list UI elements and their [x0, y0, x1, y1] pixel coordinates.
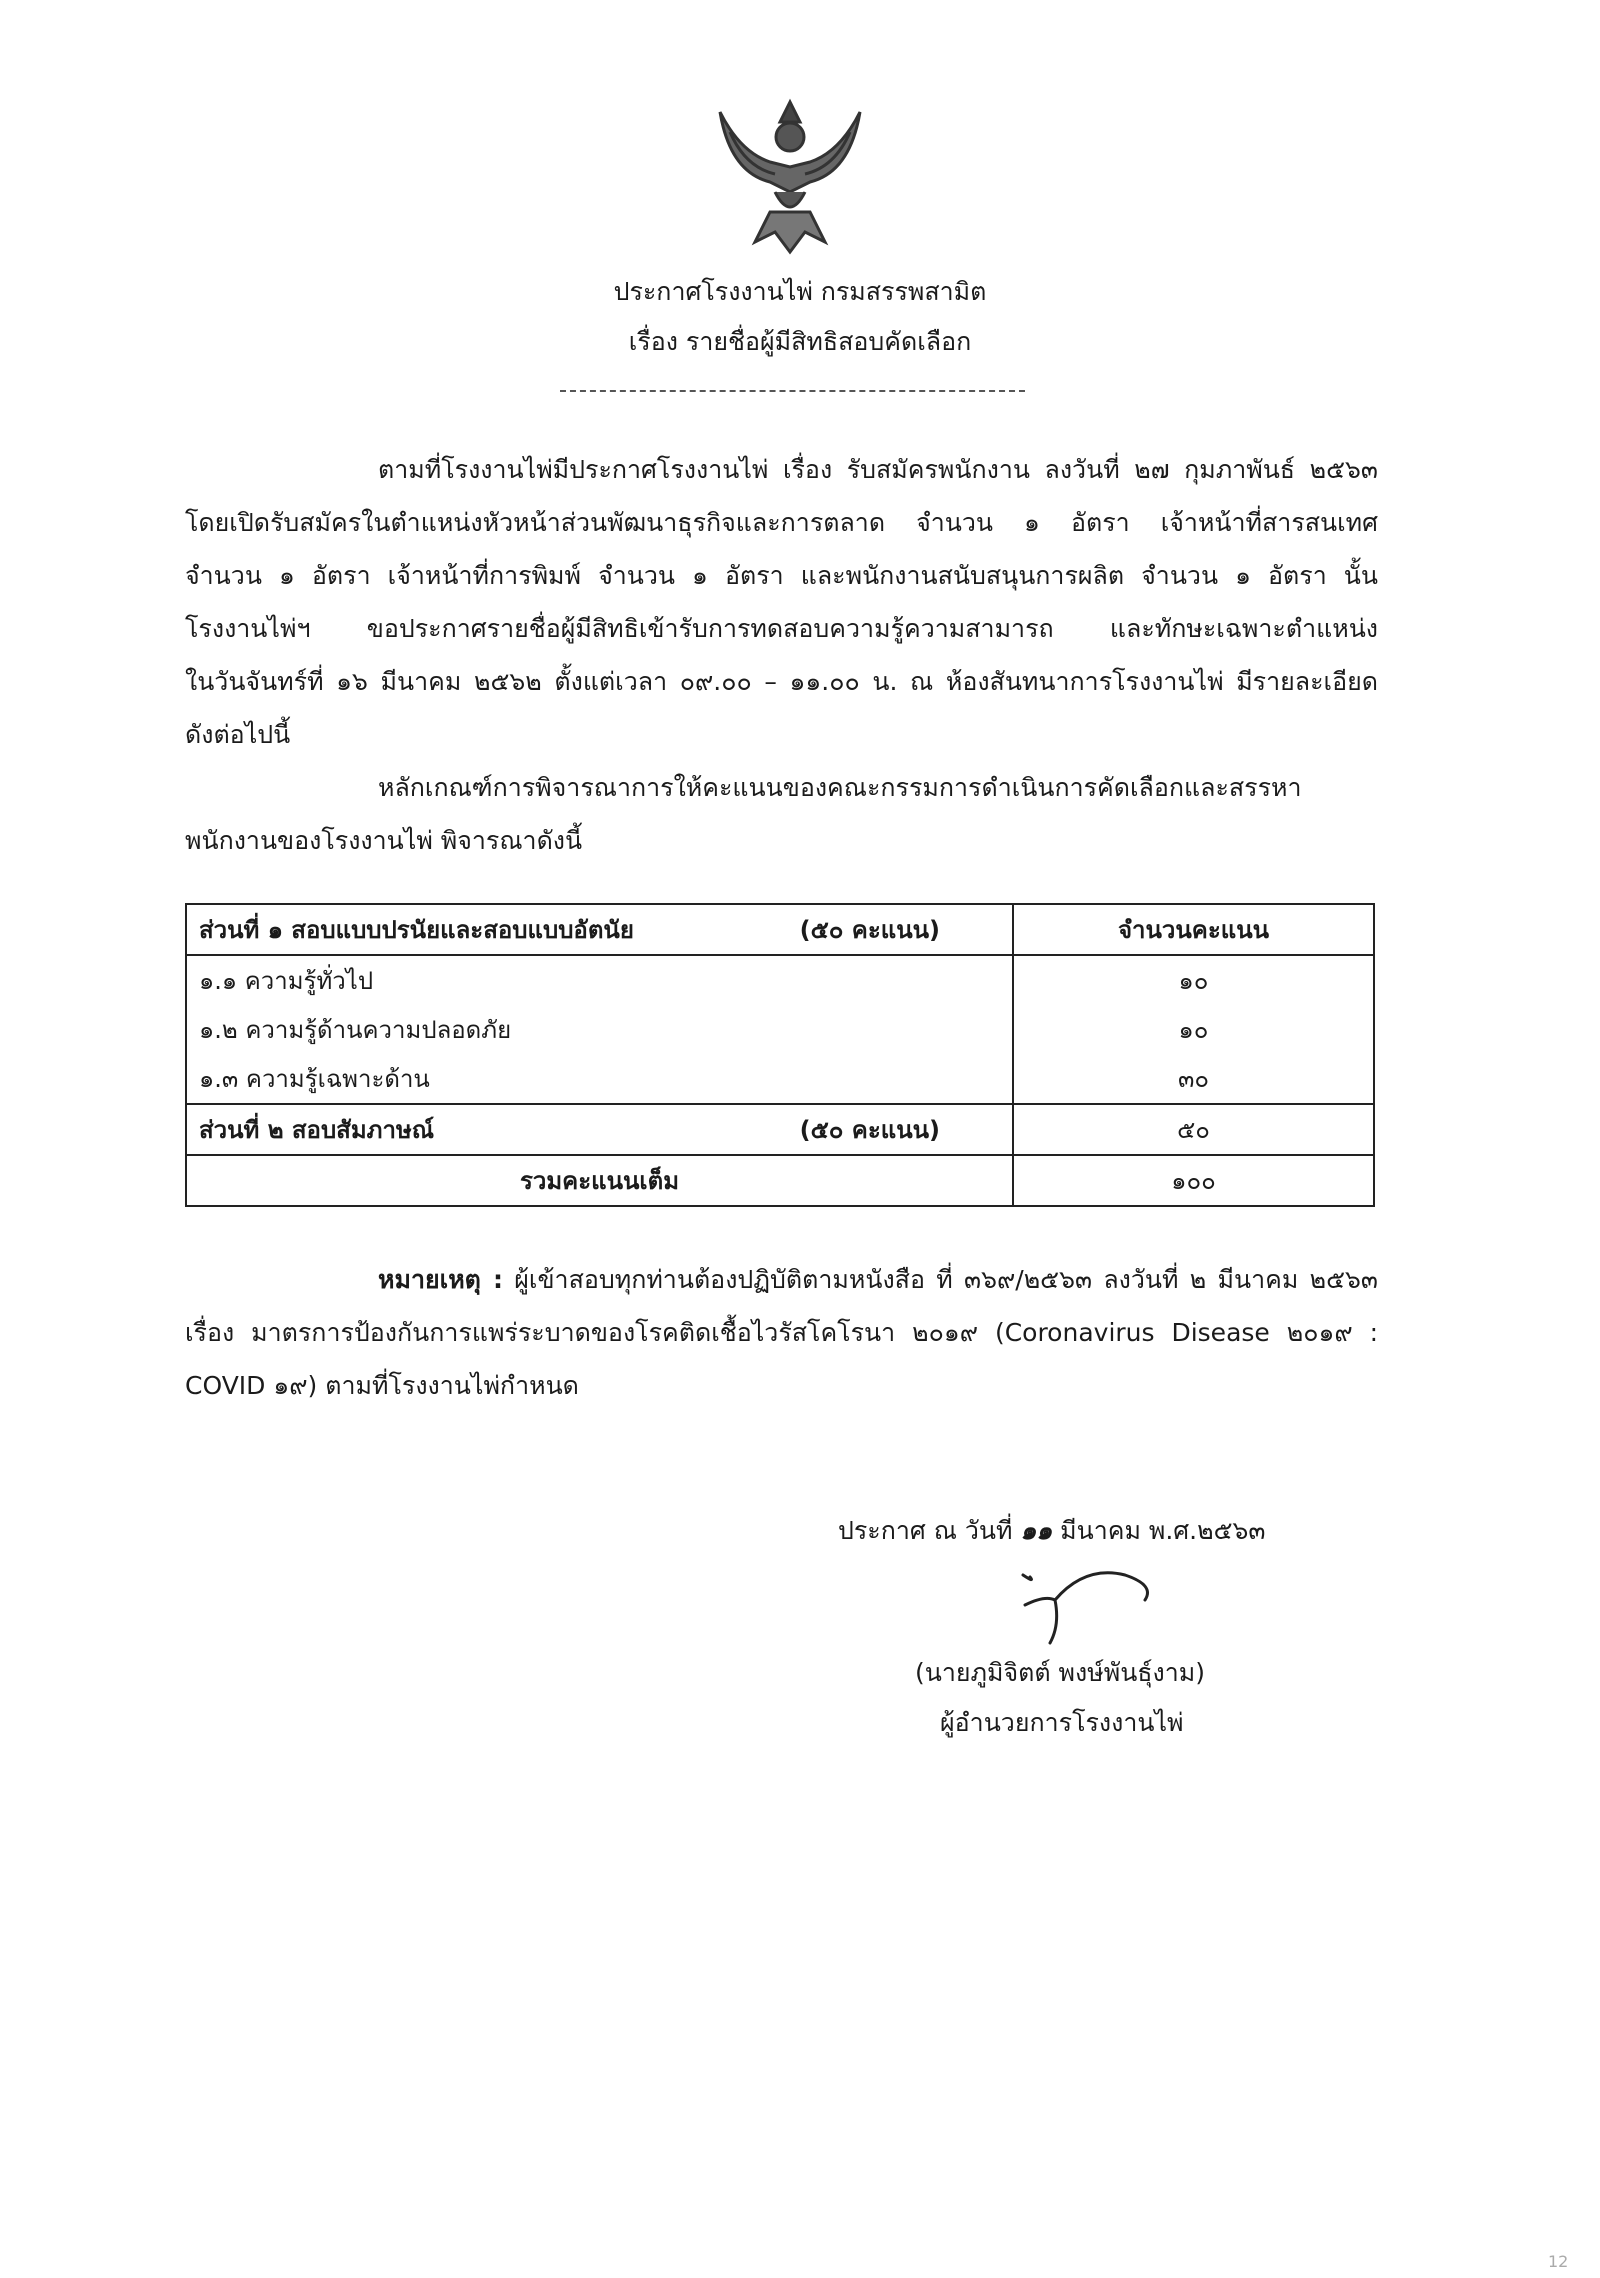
row-label: ๑.๓ ความรู้เฉพาะด้าน [186, 1054, 1013, 1104]
note-line-2: เรื่อง มาตรการป้องกันการแพร่ระบาดของโรคติดเชื้อไวรัสโคโรนา ๒๐๑๙ (Coronavirus Disease ๒๐๑๙ : [185, 1318, 1378, 1347]
heading-subject: เรื่อง รายชื่อผู้มีสิทธิสอบคัดเลือก [628, 327, 972, 356]
signer-title: ผู้อำนวยการโรงงานไพ่ [940, 1708, 1184, 1737]
announce-prefix: ประกาศ ณ วันที่ [838, 1516, 1013, 1545]
total-label: รวมคะแนนเต็ม [186, 1155, 1013, 1206]
row-points: ๓๐ [1013, 1054, 1374, 1104]
paragraph-1-line-4: โรงงานไพ่ฯ ขอประกาศรายชื่อผู้มีสิทธิเข้ารับการทดสอบความรู้ความสามารถ และทักษะเฉพาะตำแหน่ง [185, 614, 1378, 643]
table-total-row [186, 1155, 1374, 1206]
table-row [186, 955, 1374, 1005]
paragraph-1-line-1: ตามที่โรงงานไพ่มีประกาศโรงงานไพ่ เรื่อง รับสมัครพนักงาน ลงวันที่ ๒๗ กุมภาพันธ์ ๒๕๖๓ [378, 455, 1378, 484]
table-row [186, 1054, 1374, 1104]
announce-date [838, 1513, 1265, 1549]
paragraph-1-line-3: จำนวน ๑ อัตรา เจ้าหน้าที่การพิมพ์ จำนวน ๑ อัตรา และพนักงานสนับสนุนการผลิต จำนวน ๑ อัตรา นั้น [185, 561, 1378, 590]
paragraph-2-line-1: หลักเกณฑ์การพิจารณาการให้คะแนนของคณะกรรมการดำเนินการคัดเลือกและสรรหา [378, 773, 1302, 802]
part2-cell [186, 1104, 1013, 1155]
note-line-1 [378, 1262, 1378, 1298]
note-line-3: COVID ๑๙) ตามที่โรงงานไพ่กำหนด [185, 1371, 579, 1400]
row-points: ๑๐ [1013, 1005, 1374, 1054]
part1-points-label: (๕๐ คะแนน) [799, 916, 940, 944]
table-part2-row [186, 1104, 1374, 1155]
heading-divider [560, 390, 1025, 392]
garuda-emblem [700, 92, 880, 262]
announce-suffix: มีนาคม พ.ศ.๒๕๖๓ [1060, 1516, 1266, 1545]
paragraph-1-line-2: โดยเปิดรับสมัครในตำแหน่งหัวหน้าส่วนพัฒนาธุรกิจและการตลาด จำนวน ๑ อัตรา เจ้าหน้าที่สารสนเทศ [185, 508, 1378, 537]
table-row [186, 1005, 1374, 1054]
table-header-row [186, 904, 1374, 955]
signer-name: (นายภูมิจิตต์ พงษ์พันธุ์งาม) [915, 1658, 1206, 1687]
paragraph-1-line-5: ในวันจันทร์ที่ ๑๖ มีนาคม ๒๕๖๒ ตั้งแต่เวลา ๐๙.๐๐ – ๑๑.๐๐ น. ณ ห้องสันทนาการโรงงานไพ่ มีรายละเอียด [185, 667, 1378, 696]
part2-points-label: (๕๐ คะแนน) [799, 1116, 940, 1144]
row-points: ๑๐ [1013, 955, 1374, 1005]
row-label: ๑.๑ ความรู้ทั่วไป [186, 955, 1013, 1005]
part2-label: ส่วนที่ ๒ สอบสัมภาษณ์ [199, 1116, 435, 1144]
part2-points: ๕๐ [1013, 1104, 1374, 1155]
table-header-points: จำนวนคะแนน [1013, 904, 1374, 955]
signature [1015, 1565, 1165, 1645]
paragraph-1-line-6: ดังต่อไปนี้ [185, 720, 291, 749]
part1-label: ส่วนที่ ๑ สอบแบบปรนัยและสอบแบบอัตนัย [199, 916, 634, 944]
heading-title: ประกาศโรงงานไพ่ กรมสรรพสามิต [613, 277, 987, 306]
paragraph-2-line-2: พนักงานของโรงงานไพ่ พิจารณาดังนี้ [185, 826, 583, 855]
announce-day: ๑๑ [1020, 1516, 1053, 1545]
page-mark: 12 [1548, 2252, 1569, 2271]
score-table [185, 903, 1375, 1207]
note-label: หมายเหตุ : [378, 1265, 503, 1294]
note-text-1: ผู้เข้าสอบทุกท่านต้องปฏิบัติตามหนังสือ ที่ ๓๖๙/๒๕๖๓ ลงวันที่ ๒ มีนาคม ๒๕๖๓ [514, 1265, 1379, 1294]
table-header-part1 [186, 904, 1013, 955]
total-points: ๑๐๐ [1013, 1155, 1374, 1206]
row-label: ๑.๒ ความรู้ด้านความปลอดภัย [186, 1005, 1013, 1054]
